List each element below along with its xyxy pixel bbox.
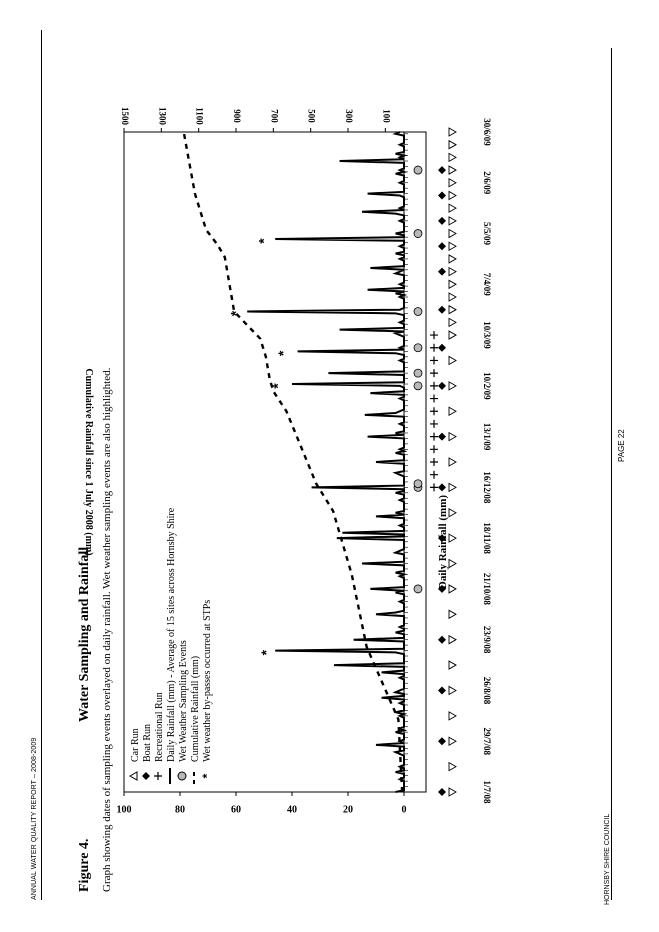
footer-council: HORNSBY SHIRE COUNCIL <box>604 813 611 905</box>
legend-label: Car Run <box>130 728 141 762</box>
boat-run-diamond-icon <box>438 217 446 225</box>
car-run-triangle-icon <box>449 737 456 745</box>
car-run-triangle-icon <box>449 560 456 568</box>
x-tick-label: 13/1/09 <box>482 422 492 451</box>
wet-weather-circle-icon <box>414 166 422 174</box>
x-tick-label: 18/11/08 <box>482 522 492 554</box>
figure-caption: Graph showing dates of sampling events overlayed on daily rainfall. Wet weather sampling events are also highlighted. <box>101 367 113 892</box>
boat-run-diamond-icon <box>438 191 446 199</box>
boat-run-diamond-icon <box>438 306 446 314</box>
legend-label: Wet weather by-passes occurred at STPs <box>202 599 213 762</box>
y2-axis-label: Cumulative Rainfall since 1 July 2008 (mm) <box>83 368 94 556</box>
x-tick-label: 26/8/08 <box>482 676 492 705</box>
recreational-plus-icon <box>430 407 438 415</box>
car-run-triangle-icon <box>449 153 456 161</box>
boat-run-diamond-icon <box>438 382 446 390</box>
circle-legend-icon <box>178 772 186 780</box>
bypass-asterisk-icon: * <box>227 310 244 317</box>
car-run-triangle-icon <box>449 230 456 238</box>
boat-run-diamond-icon <box>438 483 446 491</box>
boat-run-diamond-icon <box>438 433 446 441</box>
boat-run-diamond-icon <box>438 242 446 250</box>
car-run-triangle-icon <box>449 242 456 250</box>
wet-weather-circle-icon <box>414 369 422 377</box>
page-number: PAGE 22 <box>617 429 626 462</box>
y-tick-label: 0 <box>401 804 407 816</box>
x-tick-label: 10/2/09 <box>482 372 492 400</box>
car-run-triangle-icon <box>449 141 456 149</box>
bypass-asterisk-icon: * <box>255 238 272 244</box>
car-run-triangle-icon <box>449 686 456 694</box>
car-run-triangle-icon <box>449 788 456 796</box>
recreational-plus-icon <box>430 344 438 352</box>
car-run-triangle-icon <box>449 306 456 314</box>
x-tick-label: 5/5/09 <box>482 222 492 246</box>
recreational-plus-icon <box>430 445 438 453</box>
car-run-triangle-icon <box>449 534 456 542</box>
plus-legend-icon <box>154 772 162 780</box>
car-run-triangle-icon <box>449 191 456 199</box>
daily-rainfall-line <box>247 132 404 792</box>
car-run-triangle-icon <box>449 712 456 720</box>
figure-title: Water Sampling and Rainfall <box>77 546 92 722</box>
legend-label: Wet Weather Sampling Events <box>178 640 189 762</box>
y2-tick-label: 100 <box>381 109 392 123</box>
car-run-triangle-icon <box>449 179 456 187</box>
car-run-triangle-icon <box>449 610 456 618</box>
y2-tick-label: 1300 <box>157 107 168 125</box>
car-run-triangle-icon <box>449 268 456 276</box>
wet-weather-circle-icon <box>414 230 422 238</box>
car-run-triangle-icon <box>449 293 456 301</box>
y-tick-label: 80 <box>175 804 185 816</box>
boat-run-diamond-icon <box>438 344 446 352</box>
recreational-plus-icon <box>430 458 438 466</box>
x-tick-label: 23/9/08 <box>482 625 492 654</box>
figure-label: Figure 4. <box>77 838 92 892</box>
x-tick-label: 2/6/09 <box>482 171 492 195</box>
asterisk-legend-icon: * <box>200 773 214 779</box>
boat-run-diamond-icon <box>438 166 446 174</box>
x-tick-label: 10/3/09 <box>482 321 492 349</box>
x-tick-label: 29/7/08 <box>482 727 492 755</box>
recreational-plus-icon <box>430 382 438 390</box>
car-run-triangle-icon <box>449 128 456 136</box>
y2-tick-label: 300 <box>343 109 354 123</box>
car-run-triangle-icon <box>449 356 456 364</box>
y-axis-label: Daily Rainfall (mm) <box>437 494 449 590</box>
bypass-asterisk-icon: * <box>258 649 275 656</box>
car-run-triangle-icon <box>449 166 456 174</box>
cumulative-rainfall-line <box>184 132 402 792</box>
x-tick-label: 7/4/09 <box>482 272 492 296</box>
diamond-legend-icon <box>142 772 150 780</box>
car-run-triangle-icon <box>449 217 456 225</box>
legend-label: Cumulative Rainfall (mm) <box>190 655 201 762</box>
wet-weather-circle-icon <box>414 480 422 488</box>
recreational-plus-icon <box>430 331 438 339</box>
car-run-triangle-icon <box>449 458 456 466</box>
car-run-triangle-icon <box>449 318 456 326</box>
y2-tick-label: 1100 <box>194 107 205 125</box>
recreational-plus-icon <box>430 433 438 441</box>
car-run-triangle-icon <box>449 636 456 644</box>
boat-run-diamond-icon <box>438 636 446 644</box>
boat-run-diamond-icon <box>438 788 446 796</box>
legend-label: Daily Rainfall (mm) - Average of 15 sites across Hornsby Shire <box>166 507 177 762</box>
chart-legend <box>130 507 214 784</box>
car-run-triangle-icon <box>449 204 456 212</box>
x-tick-label: 16/12/08 <box>482 471 492 504</box>
car-run-triangle-icon <box>449 255 456 263</box>
car-run-triangle-icon <box>449 331 456 339</box>
legend-label: Boat Run <box>142 723 153 762</box>
car-run-triangle-icon <box>449 382 456 390</box>
x-tick-label: 30/6/09 <box>482 118 492 146</box>
boat-run-diamond-icon <box>438 737 446 745</box>
wet-weather-circle-icon <box>414 308 422 316</box>
recreational-plus-icon <box>430 420 438 428</box>
recreational-plus-icon <box>430 471 438 479</box>
recreational-plus-icon <box>430 369 438 377</box>
boat-run-diamond-icon <box>438 686 446 694</box>
y2-tick-label: 900 <box>231 109 242 123</box>
car-run-triangle-icon <box>449 280 456 288</box>
legend-label: Recreational Run <box>154 692 165 762</box>
car-run-triangle-icon <box>449 661 456 669</box>
wet-weather-circle-icon <box>414 344 422 352</box>
bypass-asterisk-icon: * <box>275 350 291 357</box>
car-run-triangle-icon <box>449 407 456 415</box>
wet-weather-circle-icon <box>414 382 422 390</box>
recreational-plus-icon <box>430 395 438 403</box>
x-tick-label: 1/7/08 <box>482 780 492 804</box>
y-tick-label: 20 <box>343 804 353 816</box>
y2-tick-label: 500 <box>306 109 317 123</box>
x-tick-label: 21/10/08 <box>482 572 492 605</box>
car-run-triangle-icon <box>449 483 456 491</box>
recreational-plus-icon <box>430 356 438 364</box>
car-run-triangle-icon <box>449 509 456 517</box>
y-tick-label: 100 <box>116 804 132 816</box>
bypass-asterisk-icon: * <box>269 383 286 389</box>
car-run-triangle-icon <box>449 585 456 593</box>
car-run-triangle-icon <box>449 433 456 441</box>
car-run-triangle-icon <box>449 763 456 771</box>
boat-run-diamond-icon <box>438 268 446 276</box>
y2-tick-label: 700 <box>269 109 280 123</box>
triangle-legend-icon <box>130 772 137 780</box>
wet-weather-circle-icon <box>414 585 422 593</box>
y-tick-label: 40 <box>287 804 297 816</box>
running-head: ANNUAL WATER QUALITY REPORT – 2008-2009 <box>31 737 38 900</box>
y-tick-label: 60 <box>231 804 241 816</box>
y2-tick-label: 1500 <box>119 107 130 125</box>
recreational-plus-icon <box>430 483 438 491</box>
